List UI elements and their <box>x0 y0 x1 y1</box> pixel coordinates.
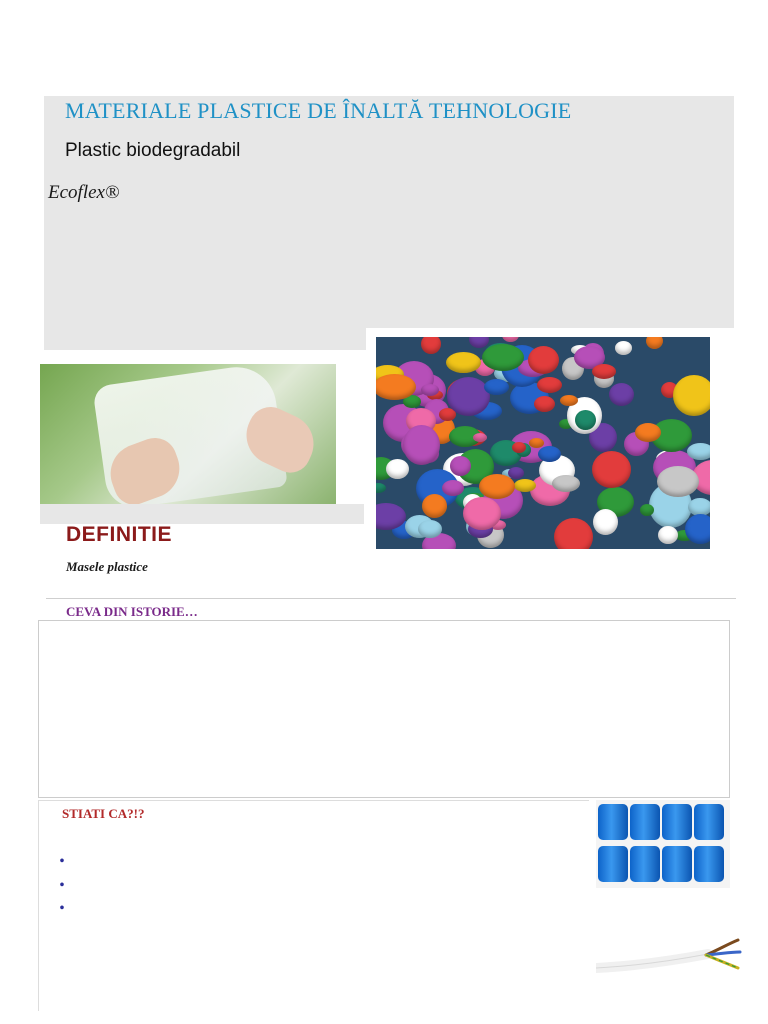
cap-shape <box>615 341 632 355</box>
history-box <box>38 620 730 798</box>
cap-shape <box>386 459 409 479</box>
cap-shape <box>560 395 578 406</box>
cap-shape <box>421 337 441 354</box>
cap-shape <box>442 480 464 496</box>
electric-cable-photo <box>596 934 742 982</box>
cap-shape <box>554 518 593 549</box>
cap-shape <box>447 377 490 416</box>
cap-shape <box>658 526 678 544</box>
barrel-shape <box>662 846 692 882</box>
list-item <box>48 873 588 897</box>
bullet-icon: • <box>59 900 65 916</box>
cap-shape <box>376 483 386 493</box>
page-subtitle: Plastic biodegradabil <box>65 140 241 161</box>
cap-shape <box>528 346 559 374</box>
bullet-icon: • <box>59 876 65 892</box>
header-background-tail <box>44 328 366 350</box>
cap-shape <box>687 443 710 460</box>
cap-shape <box>593 509 618 535</box>
cap-shape <box>479 474 515 499</box>
cap-shape <box>552 475 580 492</box>
definition-heading: DEFINITIE <box>66 523 173 546</box>
cap-shape <box>537 377 562 393</box>
list-item <box>48 849 588 873</box>
definition-term: Masele plastice <box>66 559 148 574</box>
cap-shape <box>534 396 555 412</box>
cap-shape <box>502 337 519 342</box>
cap-shape <box>418 520 442 538</box>
blue-barrels-photo <box>596 800 730 888</box>
definition-line-1 <box>66 556 726 578</box>
cap-shape <box>484 379 509 395</box>
cap-shape <box>609 383 634 406</box>
barrel-shape <box>630 846 660 882</box>
cap-shape <box>538 446 561 462</box>
cap-shape <box>422 494 447 518</box>
plastic-caps-photo <box>376 337 710 549</box>
list-item <box>48 896 588 920</box>
cap-shape <box>635 423 661 442</box>
caption-background <box>40 504 364 524</box>
cap-shape <box>592 364 616 379</box>
barrel-shape <box>694 846 724 882</box>
intro-paragraph <box>48 182 733 203</box>
cap-shape <box>575 410 596 430</box>
facts-heading: STIATI CA?!? <box>62 806 145 821</box>
facts-list <box>48 849 588 920</box>
cap-shape <box>657 466 699 497</box>
barrel-shape <box>694 804 724 840</box>
cap-shape <box>640 504 654 516</box>
page-title: MATERIALE PLASTICE DE ÎNALTĂ TEHNOLOGIE <box>65 98 572 123</box>
intro-line <box>48 182 733 203</box>
cap-shape <box>512 442 526 453</box>
cap-shape <box>403 425 440 465</box>
cap-shape <box>469 337 489 348</box>
cap-shape <box>592 451 631 488</box>
cap-shape <box>450 456 471 476</box>
cap-shape <box>529 438 544 448</box>
cap-shape <box>685 514 710 544</box>
cap-shape <box>514 479 536 492</box>
barrel-shape <box>598 804 628 840</box>
brand-name: Ecoflex® <box>48 182 120 203</box>
barrel-shape <box>630 804 660 840</box>
barrel-shape <box>662 804 692 840</box>
bullet-icon: • <box>59 853 65 868</box>
plastic-bag-photo <box>40 364 336 504</box>
cap-shape <box>463 497 501 530</box>
barrel-shape <box>598 846 628 882</box>
cap-shape <box>482 344 524 371</box>
cap-shape <box>646 337 663 349</box>
cap-shape <box>473 433 487 442</box>
divider <box>46 598 736 599</box>
header-background <box>44 96 734 328</box>
cap-shape <box>421 384 439 396</box>
cap-shape <box>446 352 481 373</box>
cap-shape <box>673 375 710 416</box>
history-heading: CEVA DIN ISTORIE… <box>66 604 198 619</box>
